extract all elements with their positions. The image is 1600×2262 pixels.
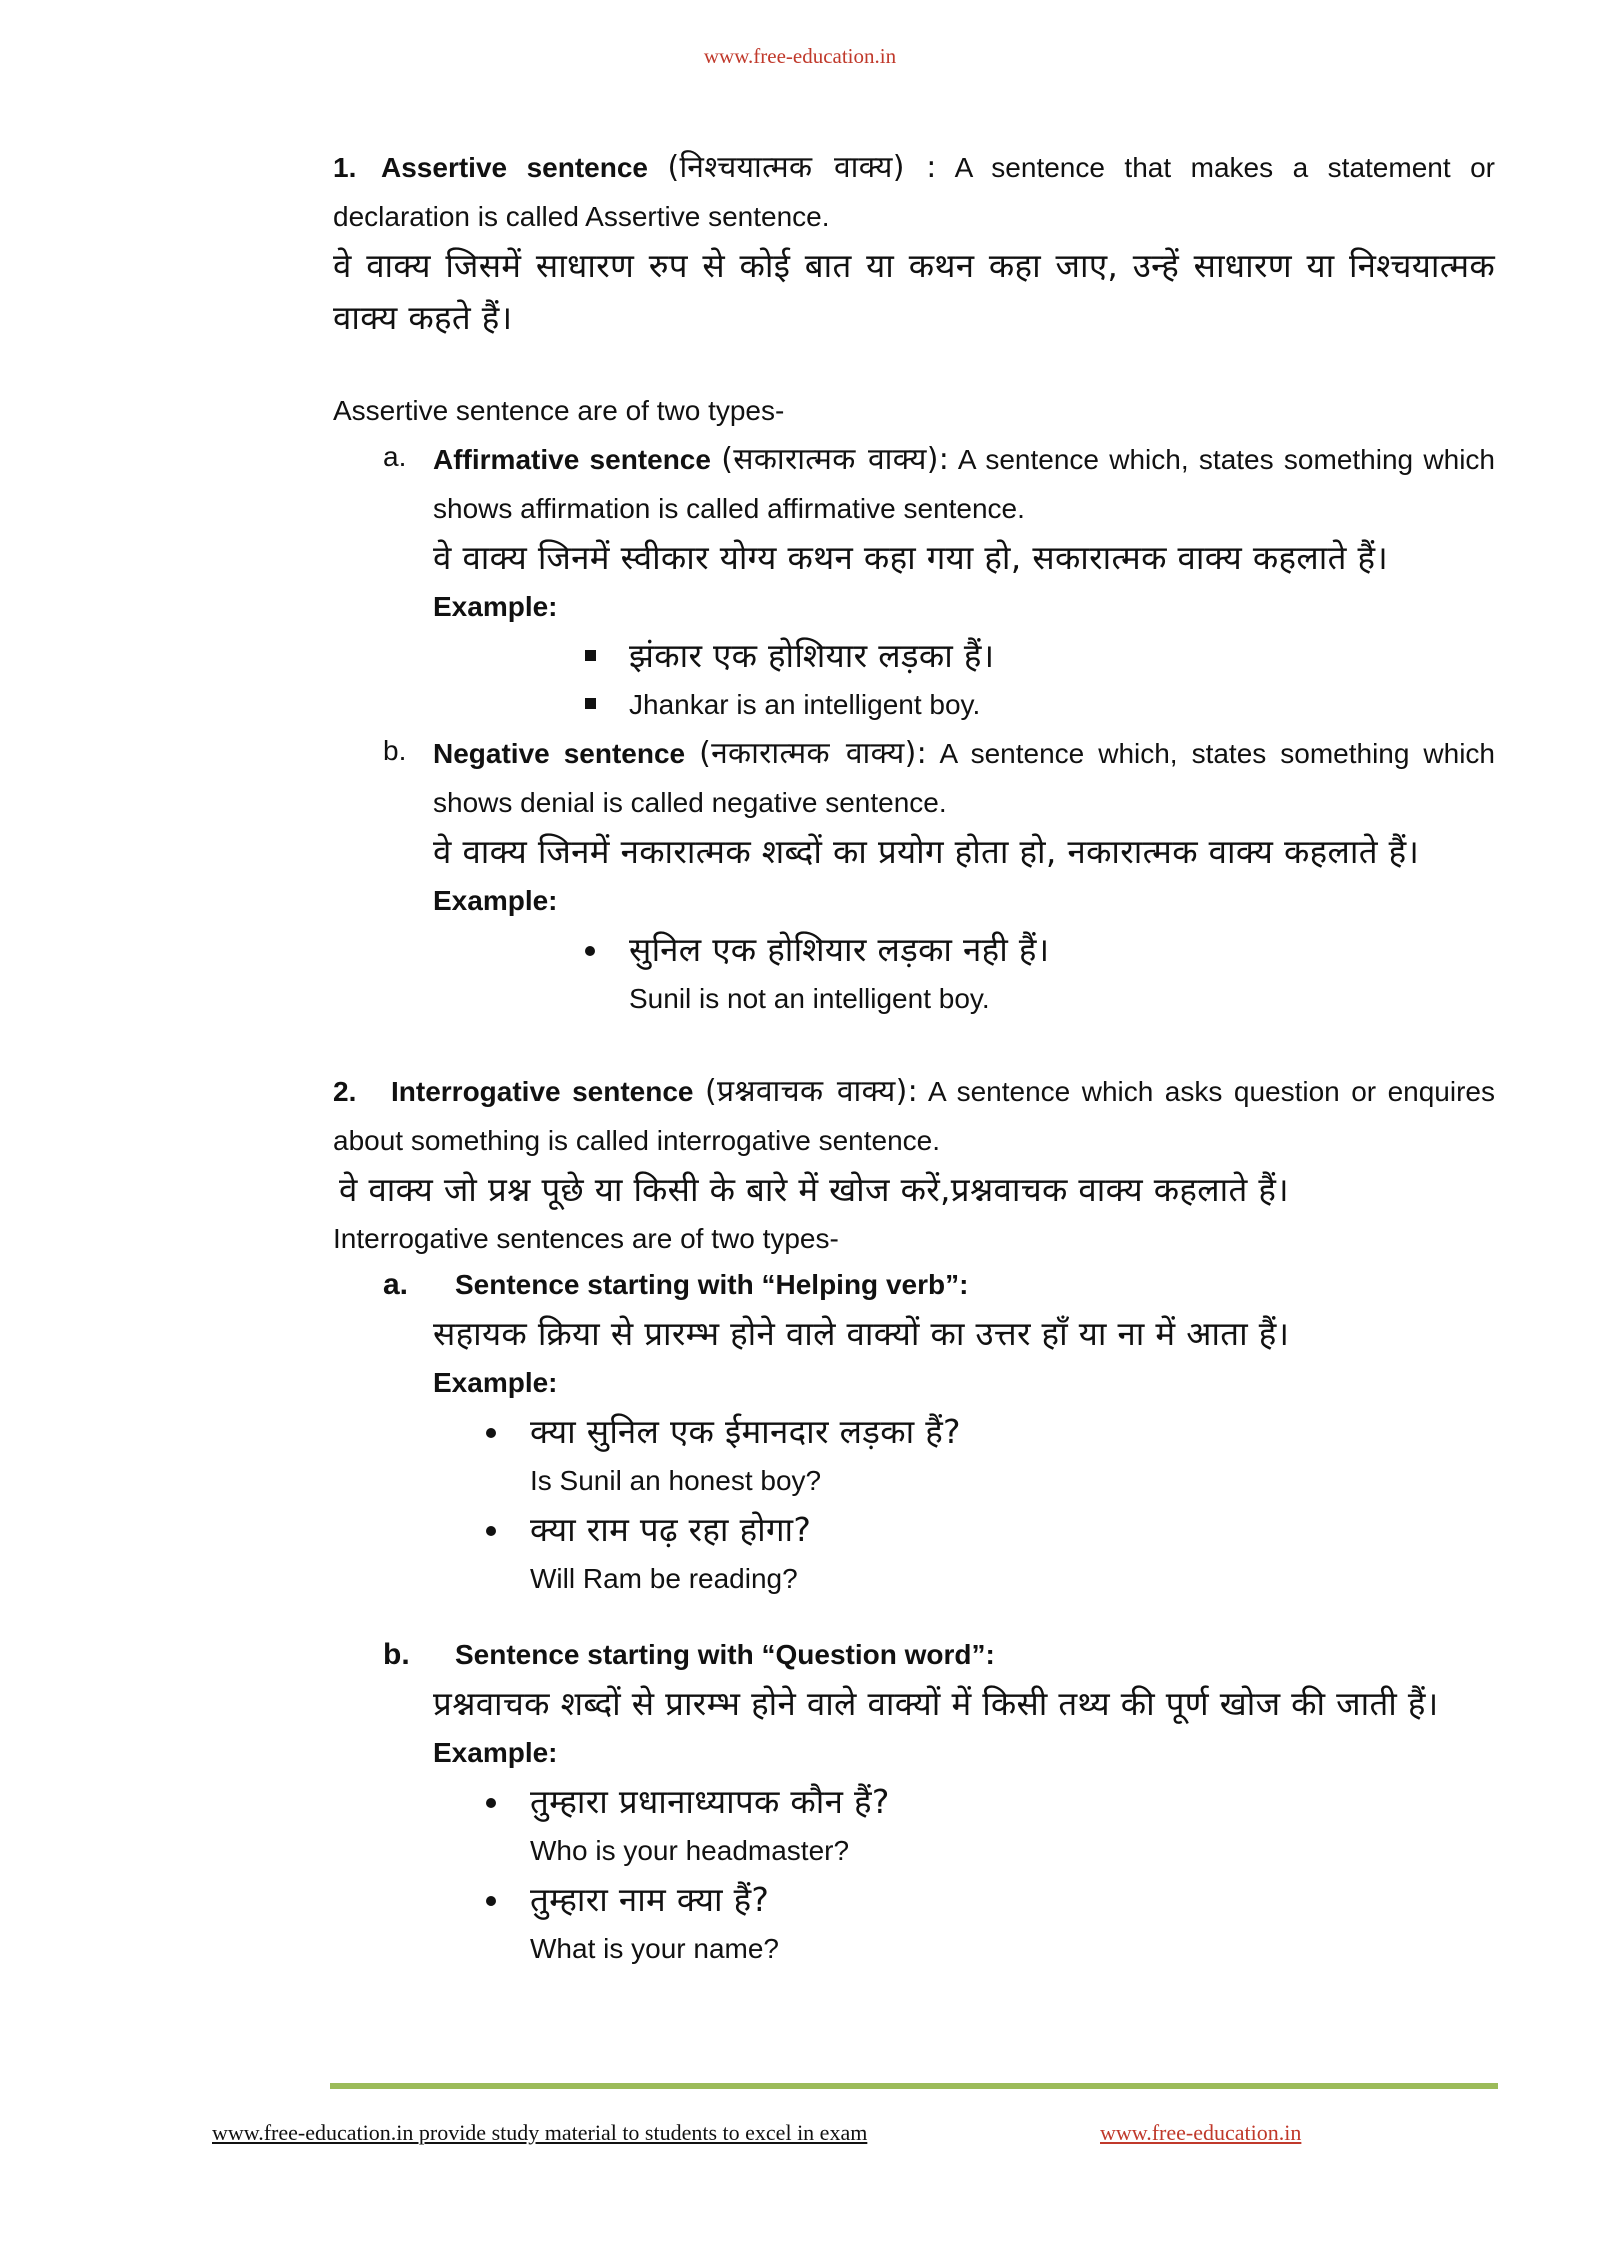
section1-a-marker: a. [383, 441, 407, 472]
section1-b-title-hi: (नकारात्मक वाक्य): [699, 736, 928, 771]
bullet-icon [486, 1896, 496, 1906]
section2-b-title: Sentence starting with “Question word”: [455, 1639, 995, 1670]
section2-a-title: Sentence starting with “Helping verb”: [455, 1269, 969, 1300]
section2-definition-hi: वे वाक्य जो प्रश्न पूछे या किसी के बारे में खोज करें,प्रश्नवाचक वाक्य कहलाते हैं। [339, 1170, 1289, 1209]
section1-a-definition-hi: वे वाक्य जिनमें स्वीकार योग्य कथन कहा गया हो, सकारात्मक वाक्य कहलाते हैं। [433, 538, 1389, 577]
example-label: Example: [433, 1367, 558, 1398]
section2-definition: A sentence which asks question or enquires about something is called interrogative sentence. [333, 1076, 1495, 1156]
section2-heading [333, 1066, 1495, 1164]
section1-b-definition: A sentence which, states something which shows denial is called negative sentence. [433, 738, 1495, 818]
section1-definition-hi: वे वाक्य जिसमें साधारण रुप से कोई बात या कथन कहा जाए, उन्हें साधारण या निश्चयात्मक वाक्य कहते हैं। [333, 246, 1495, 337]
footer-tagline-link[interactable]: www.free-education.in provide study material to students to excel in exam [212, 2120, 868, 2145]
section1-b-example-label [433, 878, 1495, 924]
section2-title: Interrogative sentence [391, 1076, 694, 1107]
section2-b-example-label [433, 1730, 1495, 1776]
list-item [530, 1406, 1495, 1458]
section1-a-example-list [629, 630, 1495, 728]
square-bullet-icon [585, 650, 596, 661]
bullet-icon [486, 1428, 496, 1438]
header-site-link[interactable]: www.free-education.in [703, 44, 897, 68]
section2-a-heading [383, 1262, 1495, 1308]
example-text: तुम्हारा नाम क्या हैं? [530, 1880, 770, 1919]
example-text: Jhankar is an intelligent boy. [629, 689, 981, 720]
list-item [530, 1874, 1495, 1926]
example-label: Example: [433, 591, 558, 622]
main-content [333, 142, 1495, 1972]
section2-b-example-list [530, 1776, 1495, 1972]
section1-a-example-label [433, 584, 1495, 630]
section1-b [383, 728, 1495, 1022]
section1-a-title: Affirmative sentence [433, 444, 711, 475]
bullet-icon [486, 1798, 496, 1808]
example-text: झंकार एक होशियार लड़का हैं। [629, 636, 995, 675]
section2-a-example-list [530, 1406, 1495, 1602]
section2-a [383, 1262, 1495, 1602]
section1-a-heading [433, 434, 1495, 532]
section2-a-example-label [433, 1360, 1495, 1406]
example-translation: What is your name? [530, 1933, 779, 1964]
example-translation: Will Ram be reading? [530, 1563, 798, 1594]
section1-b-definition-hi: वे वाक्य जिनमें नकारात्मक शब्दों का प्रयोग होता हो, नकारात्मक वाक्य कहलाते हैं। [433, 832, 1420, 871]
example-label: Example: [433, 1737, 558, 1768]
section1-definition: A sentence that makes a statement or declaration is called Assertive sentence. [333, 152, 1496, 232]
section2-b-heading [383, 1632, 1495, 1678]
section1-a-title-hi: (सकारात्मक वाक्य): [721, 442, 950, 477]
example-text: क्या राम पढ़ रहा होगा? [530, 1510, 812, 1549]
section1-b-example-list [629, 924, 1495, 1022]
bullet-icon [486, 1526, 496, 1536]
section2-types-intro: Interrogative sentences are of two types- [333, 1223, 839, 1254]
list-item [629, 924, 1495, 976]
section2-title-hi: (प्रश्नवाचक वाक्य): [704, 1074, 919, 1109]
example-translation: Sunil is not an intelligent boy. [629, 983, 990, 1014]
example-translation: Who is your headmaster? [530, 1835, 850, 1866]
section2-a-marker: a. [383, 1268, 409, 1301]
section1-a-definition: A sentence which, states something which shows affirmation is called affirmative sentence. [433, 444, 1495, 524]
section1-types-intro: Assertive sentence are of two types- [333, 395, 785, 426]
example-text: क्या सुनिल एक ईमानदार लड़का हैं? [530, 1412, 961, 1451]
section1-a [383, 434, 1495, 728]
bullet-icon [585, 946, 595, 956]
list-item [629, 682, 1495, 728]
footer-divider [330, 2083, 1498, 2089]
list-item [530, 1776, 1495, 1828]
section2-b-marker: b. [383, 1638, 410, 1671]
list-item [629, 630, 1495, 682]
section2-b [383, 1632, 1495, 1972]
section2-b-definition-hi: प्रश्नवाचक शब्दों से प्रारम्भ होने वाले वाक्यों में किसी तथ्य की पूर्ण खोज की जाती हैं। [433, 1684, 1439, 1723]
example-text: तुम्हारा प्रधानाध्यापक कौन हैं? [530, 1782, 890, 1821]
example-label: Example: [433, 885, 558, 916]
square-bullet-icon [585, 698, 596, 709]
section2-a-definition-hi: सहायक क्रिया से प्रारम्भ होने वाले वाक्यों का उत्तर हाँ या ना में आता हैं। [433, 1314, 1290, 1353]
section1-heading [333, 142, 1495, 240]
section1-number: 1. [333, 152, 357, 183]
section1-b-title: Negative sentence [433, 738, 686, 769]
example-text: सुनिल एक होशियार लड़का नही हैं। [629, 930, 1050, 969]
section1-b-marker: b. [383, 735, 407, 766]
section2-number: 2. [333, 1076, 357, 1107]
section1-title-hi: (निश्चयात्मक वाक्य) : [667, 150, 937, 185]
example-translation: Is Sunil an honest boy? [530, 1465, 822, 1496]
footer-site-link[interactable]: www.free-education.in [1100, 2120, 1302, 2145]
list-item [530, 1504, 1495, 1556]
section1-title: Assertive sentence [381, 152, 648, 183]
section1-b-heading [433, 728, 1495, 826]
